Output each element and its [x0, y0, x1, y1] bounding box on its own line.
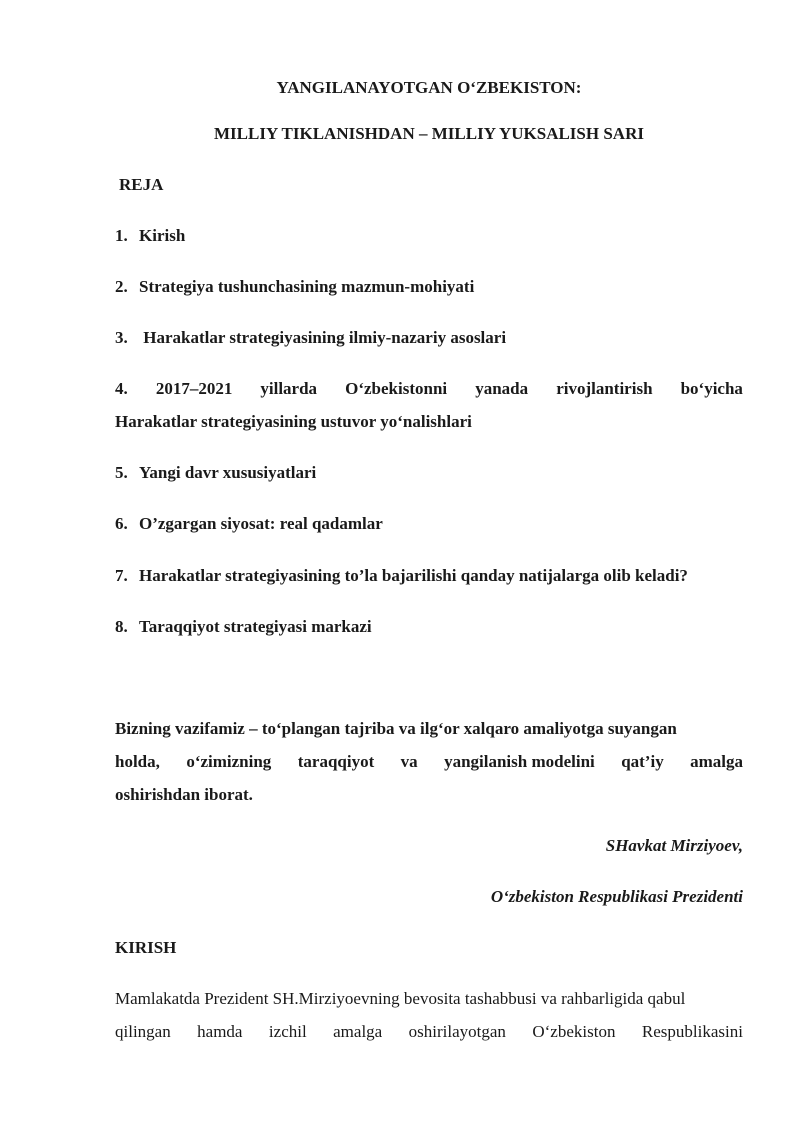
plan-item-number: 3.	[115, 328, 128, 347]
plan-item-4-word: yillarda	[260, 379, 318, 398]
plan-item-number: 2.	[115, 277, 128, 296]
epigraph-word: amalga	[690, 752, 743, 771]
plan-item-text: O’zgargan siyosat: real qadamlar	[139, 514, 383, 533]
plan-item-text: Kirish	[139, 226, 186, 245]
epigraph-line-1: Bizning vazifamiz – to‘plangan tajriba va ilg‘or xalqaro amaliyotga suyangan	[115, 719, 677, 738]
epigraph-word: holda,	[115, 752, 160, 771]
plan-item-text: Strategiya tushunchasining mazmun-mohiyati	[139, 277, 475, 296]
plan-heading: REJA	[119, 175, 164, 194]
plan-item-4-word: bo‘yicha	[680, 379, 743, 398]
plan-item-4-line-2: Harakatlar strategiyasining ustuvor yo‘nalishlari	[115, 412, 472, 431]
plan-item-4-word: yanada	[475, 379, 529, 398]
epigraph-word: o‘zimizning	[186, 752, 272, 771]
plan-item-text: Yangi davr xususiyatlari	[139, 463, 317, 482]
intro-line-2	[115, 1022, 743, 1042]
epigraph-author: SHavkat Mirziyoev,	[605, 836, 743, 855]
intro-word: izchil	[268, 1022, 307, 1041]
epigraph-line-2	[115, 752, 743, 772]
intro-line-1: Mamlakatda Prezident SH.Mirziyoevning bevosita tashabbusi va rahbarligida qabul	[115, 989, 686, 1008]
plan-item-number: 6.	[115, 514, 128, 533]
intro-word: hamda	[197, 1022, 243, 1041]
intro-word: oshirilayotgan	[408, 1022, 506, 1041]
intro-word: qilingan	[115, 1022, 171, 1041]
plan-item-number: 8.	[115, 617, 128, 636]
intro-word: amalga	[333, 1022, 383, 1041]
intro-word: O‘zbekiston	[532, 1022, 616, 1041]
epigraph-word: qat’iy	[621, 752, 664, 771]
intro-heading: KIRISH	[115, 938, 177, 957]
plan-item-6	[115, 514, 743, 534]
epigraph-line-3: oshirishdan iborat.	[115, 785, 253, 804]
epigraph-author-title: O‘zbekiston Respublikasi Prezidenti	[490, 887, 743, 906]
plan-item-text: Taraqqiyot strategiyasi markazi	[139, 617, 372, 636]
epigraph-word: taraqqiyot	[297, 752, 375, 771]
plan-item-4-word: O‘zbekistonni	[345, 379, 448, 398]
plan-item-1	[115, 226, 743, 246]
plan-item-3	[115, 328, 743, 348]
plan-item-number: 7.	[115, 566, 128, 585]
plan-item-number-4: 4.	[115, 379, 128, 398]
plan-item-2	[115, 277, 743, 297]
epigraph-word: yangilanish modelini	[444, 752, 595, 771]
title-line-1: YANGILANAYOTGAN O‘ZBEKISTON:	[276, 78, 582, 97]
title-line-2: MILLIY TIKLANISHDAN – MILLIY YUKSALISH SARI	[214, 124, 644, 143]
plan-item-4-word: 2017–2021	[155, 379, 233, 398]
plan-item-text: Harakatlar strategiyasining ilmiy-nazariy asoslari	[139, 328, 507, 347]
intro-word: Respublikasini	[641, 1022, 743, 1041]
plan-item-number: 5.	[115, 463, 128, 482]
plan-item-5	[115, 463, 743, 483]
plan-item-4-line-1	[115, 379, 743, 399]
plan-item-4-word: rivojlantirish	[556, 379, 653, 398]
epigraph-word: va	[400, 752, 418, 771]
plan-item-8	[115, 617, 743, 637]
plan-item-text: Harakatlar strategiyasining to’la bajarilishi qanday natijalarga olib keladi?	[139, 566, 688, 585]
plan-item-number: 1.	[115, 226, 128, 245]
plan-item-7	[115, 566, 743, 586]
